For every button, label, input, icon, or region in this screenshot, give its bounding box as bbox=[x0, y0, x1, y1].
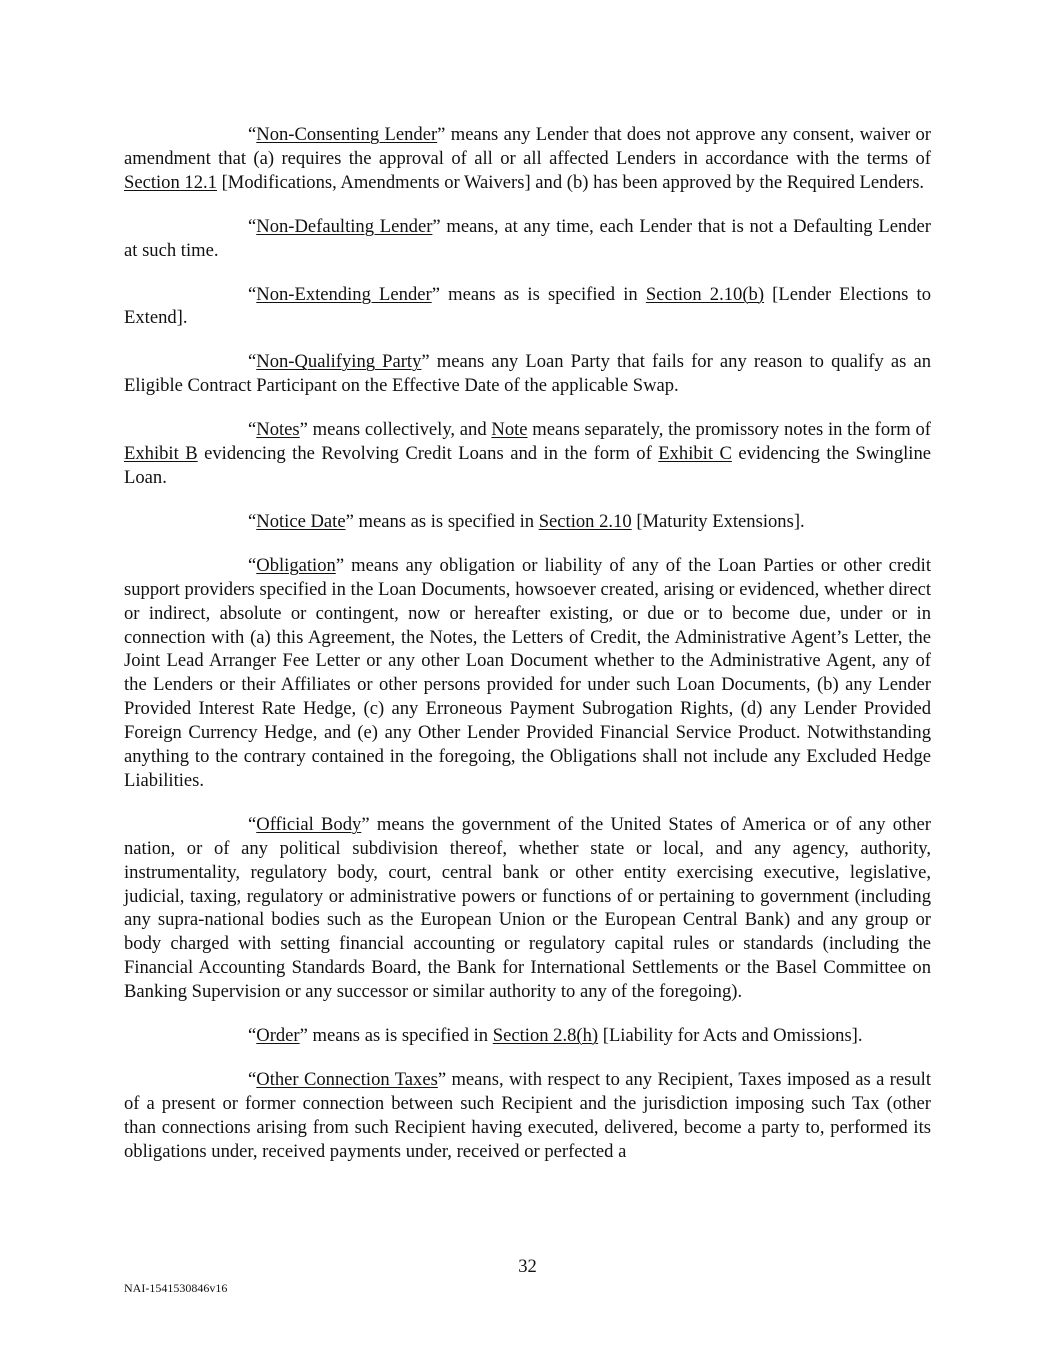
definition-non-extending-lender bbox=[124, 283, 931, 331]
document-id: NAI-1541530846v16 bbox=[124, 1281, 228, 1295]
cross-reference: Section 12.1 bbox=[124, 171, 217, 193]
definition-text: ” means, at any time, each Lender that is not a Defaulting Lender at such time. bbox=[124, 215, 931, 261]
definition-text: ” means, with respect to any Recipient, Taxes imposed as a result of a present or former connection between such Recipient and the jurisdiction imposing such Tax (other than connections arising from such Recipient having executed, delivered, become a party to, performed its obligations under, received payments under, received or perfected a bbox=[124, 1069, 931, 1162]
definition-text: ” means as is specified in bbox=[431, 283, 646, 305]
definition-text: evidencing the Swingline Loan. bbox=[124, 443, 932, 488]
definition-text: [Liability for Acts and Omissions]. bbox=[598, 1025, 863, 1047]
defined-term: Official Body bbox=[256, 813, 362, 835]
definition-obligation bbox=[124, 554, 931, 793]
definition-text: “ bbox=[248, 419, 257, 441]
definition-text: “ bbox=[248, 813, 257, 835]
cross-reference: Section 2.10 bbox=[538, 510, 632, 532]
cross-reference: Section 2.10(b) bbox=[645, 283, 765, 305]
definition-text: [Modifications, Amendments or Waivers] and (b) has been approved by the Required Lenders. bbox=[216, 171, 925, 193]
defined-term: Notes bbox=[256, 419, 300, 441]
defined-term: Non-Qualifying Party bbox=[256, 351, 422, 373]
definition-text: ” means collectively, and bbox=[299, 419, 492, 441]
defined-term: Notice Date bbox=[256, 510, 346, 532]
definition-other-connection-taxes bbox=[124, 1068, 931, 1164]
defined-term: Non-Defaulting Lender bbox=[256, 215, 433, 237]
definition-text: “ bbox=[248, 510, 257, 532]
definition-text: ” means as is specified in bbox=[345, 510, 539, 532]
definition-text: evidencing the Revolving Credit Loans and in the form of bbox=[197, 443, 659, 465]
defined-term: Non-Extending Lender bbox=[256, 283, 432, 305]
definition-text: means separately, the promissory notes in the form of bbox=[527, 419, 931, 441]
defined-term: Other Connection Taxes bbox=[256, 1069, 438, 1090]
definition-text: “ bbox=[248, 283, 257, 305]
definition-text: ” means any obligation or liability of any of the Loan Parties or other credit support providers specified in the Loan Documents, howsoever created, arising or evidenced, whether direct or indirect, absolute or contingent, now or hereafter existing, or due or to become due, under or in connection with (a) this Agreement, the Notes, the Letters of Credit, the Administrative Agent’s Letter, the Joint Lead Arranger Fee Letter or any other Loan Document whether to the Administrative Agent, any of the Lenders or their Affiliates or other persons provided for under such Loan Documents, (b) any Lender Provided Interest Rate Hedge, (c) any Erroneous Payment Subrogation Rights, (d) any Lender Provided Foreign Currency Hedge, and (e) any Other Lender Provided Financial Service Product. Notwithstanding anything to the contrary contained in the foregoing, the Obligations shall not include any Excluded Hedge Liabilities. bbox=[124, 554, 931, 791]
definition-text: “ bbox=[248, 215, 257, 237]
cross-reference: Section 2.8(h) bbox=[492, 1025, 599, 1047]
defined-term: Obligation bbox=[256, 554, 336, 576]
defined-term: Order bbox=[256, 1025, 300, 1047]
definition-text: ” means as is specified in bbox=[299, 1025, 493, 1047]
cross-reference: Exhibit C bbox=[658, 443, 732, 465]
definition-text: ” means the government of the United States of America or of any other nation, or of any political subdivision thereof, whether state or local, and any agency, authority, instrumentality, regulatory body, court, central bank or other entity exercising executive, legislative, judicial, taxing, regulatory or administrative powers or functions of or pertaining to government (including any supra-national bodies such as the European Union or the European Central Bank) and any group or body charged with setting financial accounting or regulatory capital rules or standards (including the Financial Accounting Standards Board, the Bank for International Settlements or the Basel Committee on Banking Supervision or any successor or similar authority to any of the foregoing). bbox=[124, 813, 932, 1003]
definition-non-qualifying-party bbox=[124, 350, 931, 398]
definition-text: [Lender Elections to Extend]. bbox=[124, 283, 931, 329]
definition-text: ” means any Lender that does not approve any consent, waiver or amendment that (a) requires the approval of all or all affected Lenders in accordance with the terms of bbox=[124, 124, 931, 169]
definition-text: [Maturity Extensions]. bbox=[631, 510, 805, 532]
definition-non-consenting-lender bbox=[124, 123, 931, 195]
document-body bbox=[124, 123, 931, 1184]
definition-notice-date bbox=[124, 510, 931, 534]
definition-text: “ bbox=[248, 351, 257, 373]
page-number: 32 bbox=[518, 1256, 537, 1277]
definition-non-defaulting-lender bbox=[124, 215, 931, 263]
definition-text: “ bbox=[248, 1069, 257, 1090]
definition-text: “ bbox=[248, 124, 257, 145]
definition-text: ” means any Loan Party that fails for any reason to qualify as an Eligible Contract Participant on the Effective Date of the applicable Swap. bbox=[124, 351, 931, 397]
defined-term: Non-Consenting Lender bbox=[256, 124, 438, 145]
definition-order bbox=[124, 1024, 931, 1048]
cross-reference: Exhibit B bbox=[124, 443, 198, 465]
definition-text: “ bbox=[248, 554, 257, 576]
definition-notes bbox=[124, 418, 931, 490]
definition-official-body bbox=[124, 813, 931, 1004]
definition-text: “ bbox=[248, 1025, 257, 1047]
defined-term: Note bbox=[491, 419, 528, 441]
